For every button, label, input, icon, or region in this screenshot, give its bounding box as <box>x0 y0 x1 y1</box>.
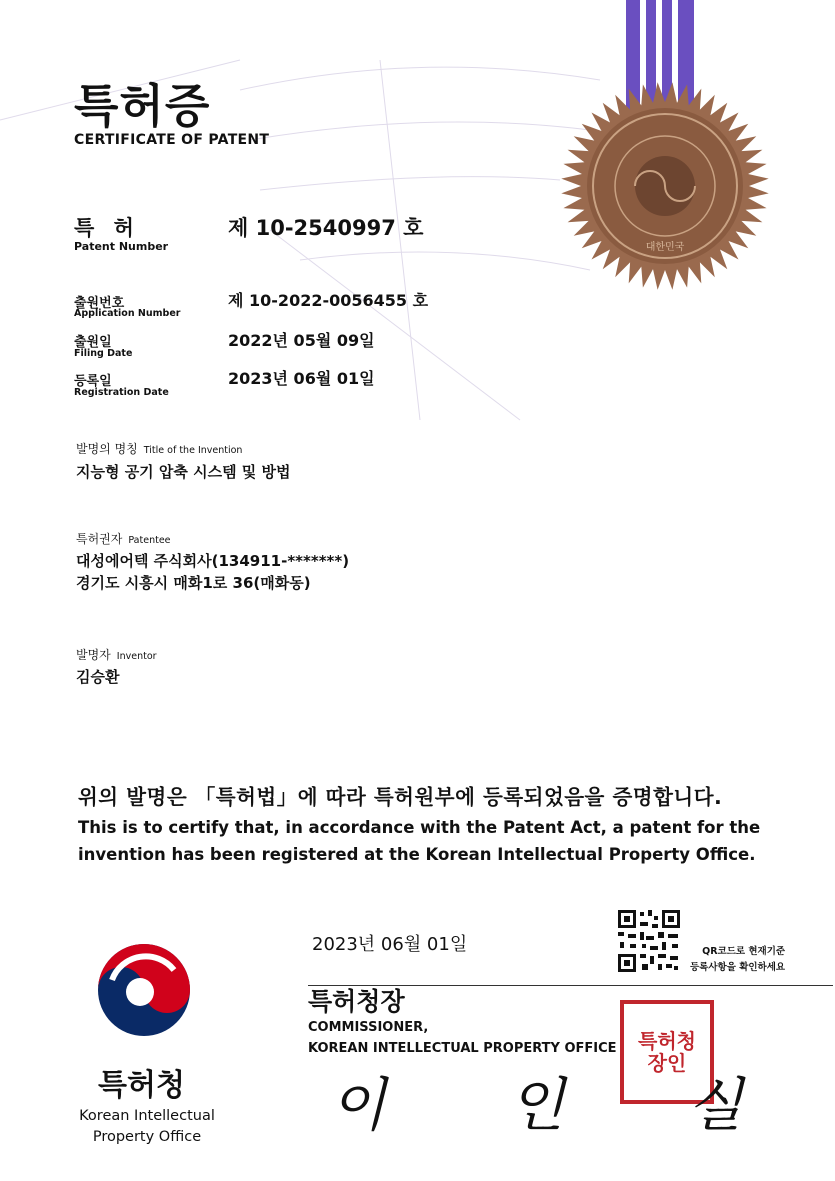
qr-note-line1: QR코드로 현재기준 <box>702 946 786 957</box>
inventor-label <box>76 646 157 663</box>
office-name-english-line2: Property Office <box>92 1129 202 1145</box>
qr-note <box>690 944 785 976</box>
registration-date-value: 2023년 06월 01일 <box>228 369 375 388</box>
application-number-label: 출원번호 <box>74 296 125 311</box>
patentee-label-ko: 특허권자 <box>76 532 123 546</box>
gold-seal-icon <box>556 80 774 292</box>
registration-date-label-en: Registration Date <box>74 387 169 398</box>
taegeuk-logo-icon <box>94 940 194 1040</box>
title-english: CERTIFICATE OF PATENT <box>74 132 270 148</box>
office-name-korean: 특허청 <box>98 1068 185 1103</box>
registration-date-label: 등록일 <box>74 374 112 389</box>
patent-number-label: 특 허 <box>74 216 140 240</box>
certification-english-line1: This is to certify that, in accordance with the Patent Act, a patent for the <box>78 818 761 837</box>
patent-number-value: 제 10-2540997 호 <box>228 216 424 240</box>
issue-date: 2023년 06월 01일 <box>312 934 468 955</box>
inventor-label-en: Inventor <box>116 651 157 662</box>
invention-title-label-ko: 발명의 명칭 <box>76 442 138 456</box>
patent-number-label-en: Patent Number <box>74 240 169 253</box>
red-stamp-text: 특허청장인 <box>638 1029 696 1075</box>
patentee-address: 경기도 시흥시 매화1로 36(매화동) <box>76 574 311 592</box>
filing-date-label-en: Filing Date <box>74 348 133 359</box>
application-number-value: 제 10-2022-0056455 호 <box>228 291 429 310</box>
invention-title-label <box>76 440 242 457</box>
office-name-english-line1: Korean Intellectual <box>79 1108 215 1124</box>
commissioner-korean: 특허청장 <box>308 987 405 1016</box>
commissioner-english-line2: KOREAN INTELLECTUAL PROPERTY OFFICE <box>308 1041 617 1056</box>
invention-title-label-en: Title of the Invention <box>143 445 243 456</box>
patentee-label-en: Patentee <box>128 535 171 546</box>
invention-title-value: 지능형 공기 압축 시스템 및 방법 <box>76 463 291 481</box>
filing-date-value: 2022년 05월 09일 <box>228 331 375 350</box>
title-korean: 특허증 <box>74 79 211 133</box>
inventor-label-ko: 발명자 <box>76 648 111 662</box>
inventor-value: 김승환 <box>76 668 120 686</box>
qr-code-icon[interactable] <box>616 908 682 974</box>
commissioner-english-line1: COMMISSIONER, <box>308 1020 429 1035</box>
filing-date-label: 출원일 <box>74 335 112 350</box>
signature: 이 인 실 <box>330 1071 795 1139</box>
patentee-label <box>76 530 171 547</box>
qr-note-line2: 등록사항을 확인하세요 <box>690 962 786 973</box>
application-number-label-en: Application Number <box>74 308 181 319</box>
patentee-name: 대성에어텍 주식회사(134911-*******) <box>76 552 350 570</box>
certification-korean: 위의 발명은 「특허법」에 따라 특허원부에 등록되었음을 증명합니다. <box>78 785 723 809</box>
certification-english-line2: invention has been registered at the Korean Intellectual Property Office. <box>78 845 756 864</box>
seal-text: 대한민국 <box>645 242 685 253</box>
